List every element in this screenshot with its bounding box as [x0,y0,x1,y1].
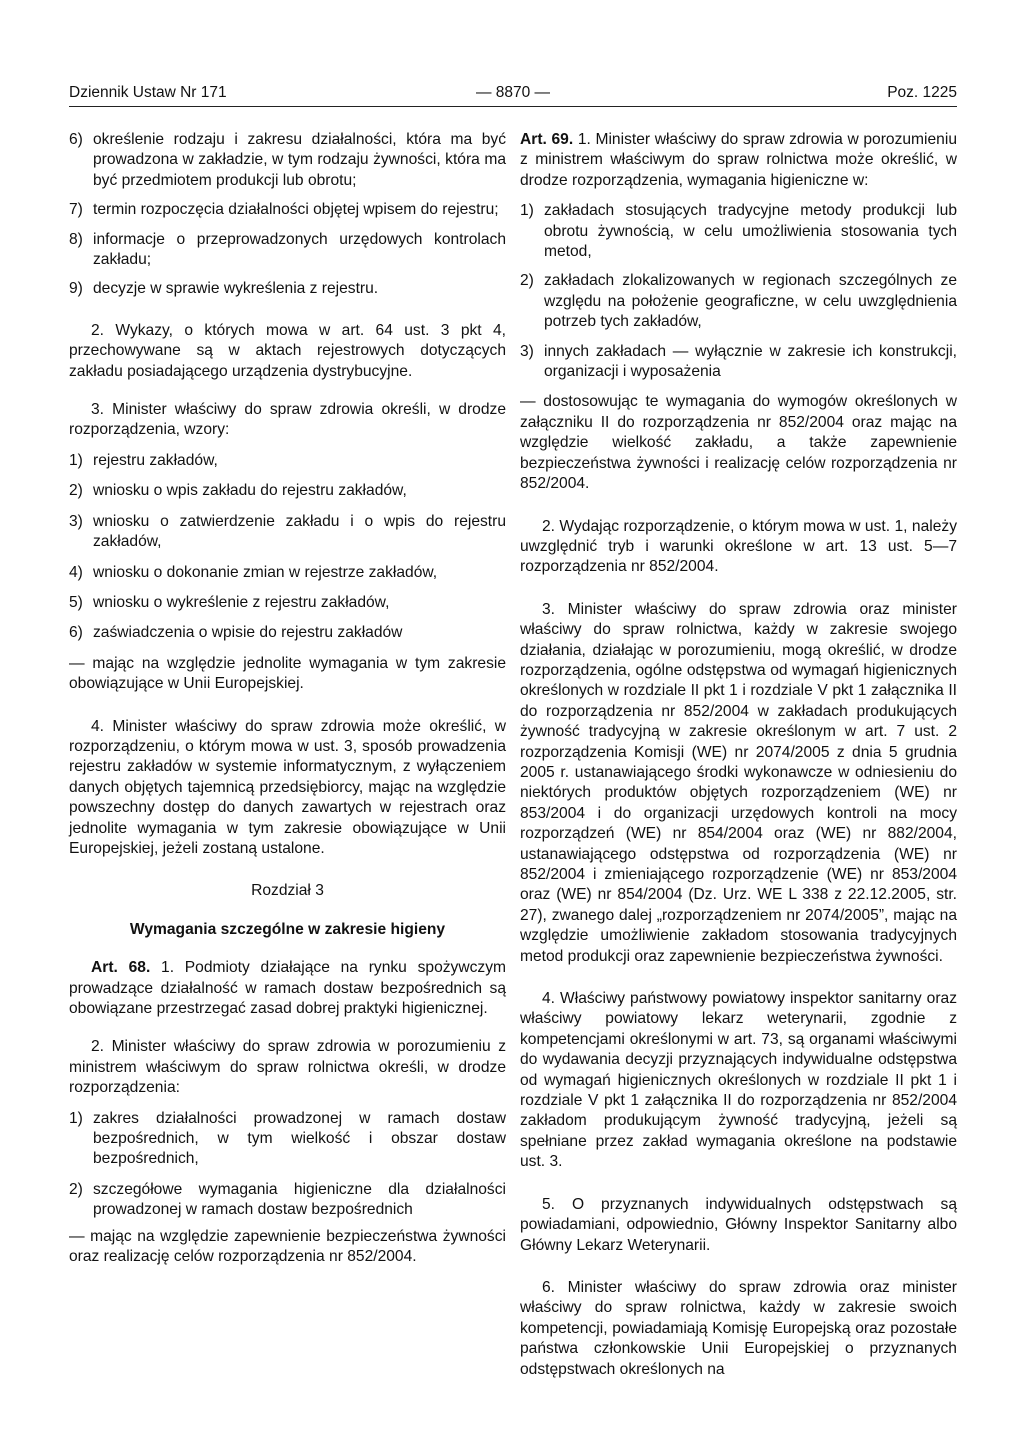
paragraph-4: 4. Minister właściwy do spraw zdrowia może określić, w rozporządzeniu, o którym mowa w ust. 3, sposób prowadzenia rejestru zakładów w systemie informatycznym, z wyłączeniem danych objętych tajemnicą przedsiębiorcy, mając na względzie powszechny dostęp do danych zawartych w rejestrach oraz jednolite wymagania w tym zakresie obowiązujące w Unii Europejskiej, jeżeli zostaną ustalone. [69,717,506,857]
list-item: 7) termin rozpoczęcia działalności objętej wpisem do rejestru; [69,201,499,219]
dash-paragraph: — mając na względzie jednolite wymagania w tym zakresie obowiązujące w Unii Europejskiej. [69,654,506,693]
art-68-paragraph-1: Art. 68. 1. Podmioty działające na rynku spożywczym prowadzące działalność w ramach dostaw bezpośrednich są obowiązane przestrzegać zasad dobrej praktyki higienicznej. [69,959,506,1017]
list-item: 1) zakres działalności prowadzonej w ramach dostaw bezpośrednich, w tym wielkość i obszar dostaw bezpośrednich, [69,1109,506,1168]
list-item: 3) wniosku o zatwierdzenie zakładu i o wpis do rejestru zakładów, [69,512,506,551]
list-item: 2) wniosku o wpis zakładu do rejestru zakładów, [69,482,407,500]
dash-paragraph: — dostosowując te wymagania do wymogów określonych w załączniku II do rozporządzenia nr 852/2004 oraz mając na względzie wielkość zakładu, a także zapewnienie bezpieczeństwa żywności i realizację celów rozporządzenia nr 852/2004. [520,393,957,493]
list-item: 5) wniosku o wykreślenie z rejestru zakładów, [69,593,390,611]
paragraph-3: 3. Minister właściwy do spraw zdrowia określi, w drodze rozporządzenia, wzory: [69,401,506,439]
list-item: 3) innych zakładach — wyłącznie w zakresie ich konstrukcji, organizacji i wyposażenia [520,342,957,381]
header-rule [69,106,957,107]
right-column [520,130,957,1380]
paragraph-5: 5. O przyznanych indywidualnych odstępstwach są powiadamiani, odpowiednio, Główny Inspektor Sanitarny albo Główny Lekarz Weterynarii. [520,1195,957,1254]
chapter-label: Rozdział 3 [251,882,324,900]
paragraph-4: 4. Właściwy państwowy powiatowy inspektor sanitarny oraz właściwy powiatowy lekarz weterynarii, zgodnie z kompetencjami określonymi w art. 73, są organami właściwymi do wydawania decyzji przyznających indywidualne odstępstwa od wymagań higienicznych określonych w rozdziale II pkt 1 i rozdziale V pkt 1 załącznika II do rozporządzenia nr 852/2004 zakładom produkującym żywność tradycyjną, jeżeli są spełniane przez zakład wymagania określone na podstawie ust. 3. [520,990,957,1171]
paragraph-2: 2. Wydając rozporządzenie, o którym mowa w ust. 1, należy uwzględnić tryb i warunki określone w art. 13 ust. 5—7 rozporządzenia nr 852/2004. [520,517,957,576]
dash-paragraph: — mając na względzie zapewnienie bezpieczeństwa żywności oraz realizację celów rozporządzenia nr 852/2004. [69,1227,506,1266]
list-item: 2) szczegółowe wymagania higieniczne dla działalności prowadzonej w ramach dostaw bezpośrednich [69,1180,506,1219]
list-item: 6) zaświadczenia o wpisie do rejestru zakładów [69,624,403,642]
list-item: 6) określenie rodzaju i zakresu działalności, która ma być prowadzona w zakładzie, w tym rodzaju żywności, która ma być przedmiotem produkcji lub obrotu; [69,131,506,189]
page-number: — 8870 — [475,84,551,101]
list-item: 1) zakładach stosujących tradycyjne metody produkcji lub obrotu żywnością, w celu umożliwienia stosowania tych metod, [520,202,957,261]
page-header [69,84,957,106]
paragraph-3: 3. Minister właściwy do spraw zdrowia oraz minister właściwy do spraw rolnictwa, każdy w zakresie swojego działania, działając w porozumieniu, mogą określić, w drodze rozporządzenia, ogólne odstępstwa od wymagań higienicznych określonych w rozdziale II pkt 1 i rozdziale V pkt 1 załącznika II do rozporządzenia nr 852/2004 w zakładach produkujących żywność tradycyjną w zakresie określonym w art. 7 ust. 2 rozporządzenia Komisji (WE) nr 2074/2005 z dnia 5 grudnia 2005 r. ustanawiającego środki wykonawcze w odniesieniu do niektórych produktów objętych rozporządzeniem (WE) nr 853/2004 i do organizacji urzędowych kontroli na mocy rozporządzeń (WE) nr 854/2004 oraz (WE) nr 882/2004, ustanawiającego odstępstwa od rozporządzenia (WE) nr 852/2004 i zmieniającego rozporządzenie (WE) nr 853/2004 oraz (WE) nr 854/2004 (Dz. Urz. WE L 338 z 22.12.2005, str. 27), zwanego dalej „rozporządzeniem nr 2074/2005”, mając na względzie umożliwienie zakładom stosowania tradycyjnych metod produkcji oraz zapewnienie bezpieczeństwa żywności. [520,600,957,965]
article-label: Art. 69. [520,131,574,148]
list-item: 1) rejestru zakładów, [69,451,218,469]
list-item: 4) wniosku o dokonanie zmian w rejestrze zakładów, [69,563,438,581]
article-label: Art. 68. [91,959,151,977]
chapter-title: Wymagania szczególne w zakresie higieny [129,920,446,938]
journal-title: Dziennik Ustaw Nr 171 [69,84,227,101]
left-column [69,130,506,1267]
list-item: 2) zakładach zlokalizowanych w regionach szczególnych ze względu na położenie geograficzne, w celu uwzględnienia potrzeb tych zakładów, [520,272,957,331]
list-item: 8) informacje o przeprowadzonych urzędowych kontrolach zakładu; [69,230,506,269]
paragraph-6: 6. Minister właściwy do spraw zdrowia oraz minister właściwy do spraw rolnictwa, każdy w zakresie swoich kompetencji, powiadamiają Komisję Europejską oraz pozostałe państwa członkowskie Unii Europejskiej o przyznanych odstępstwach określonych na [520,1278,957,1378]
art-68-paragraph-2: 2. Minister właściwy do spraw zdrowia w porozumieniu z ministrem właściwym do spraw rolnictwa określi, w drodze rozporządzenia: [69,1038,506,1097]
paragraph-2: 2. Wykazy, o których mowa w art. 64 ust. 3 pkt 4, przechowywane są w aktach rejestrowych dotyczących zakładu posiadającego urządzenia dystrybucyjne. [69,321,506,380]
position-number: Poz. 1225 [887,84,957,101]
art-69-paragraph-1: Art. 69. 1. Minister właściwy do spraw zdrowia w porozumieniu z ministrem właściwym do spraw rolnictwa może określić, w drodze rozporządzenia, wymagania higieniczne w: [520,131,957,189]
list-item: 9) decyzje w sprawie wykreślenia z rejestru. [69,280,379,298]
